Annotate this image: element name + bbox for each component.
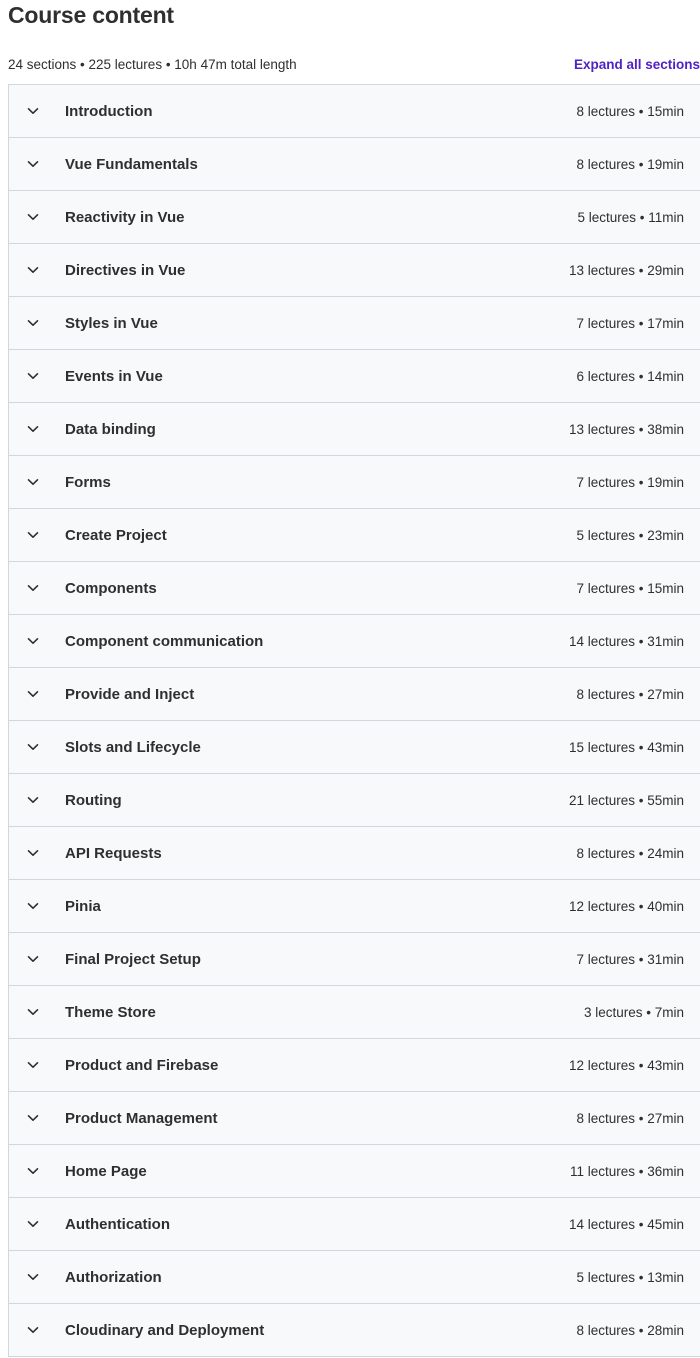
section-row[interactable] <box>9 297 700 350</box>
section-meta: 12 lectures • 43min <box>568 1057 684 1073</box>
section-row[interactable] <box>9 191 700 244</box>
section-title: Create Project <box>65 526 167 544</box>
section-row[interactable] <box>9 1092 700 1145</box>
section-row[interactable] <box>9 1039 700 1092</box>
section-title: Forms <box>65 473 111 491</box>
section-title: Authentication <box>65 1215 170 1233</box>
chevron-down-icon[interactable] <box>9 1304 65 1356</box>
section-title: Introduction <box>65 102 153 120</box>
section-title: API Requests <box>65 844 162 862</box>
chevron-down-icon[interactable] <box>9 1039 65 1091</box>
chevron-down-icon[interactable] <box>9 244 65 296</box>
chevron-down-icon[interactable] <box>9 562 65 614</box>
section-row[interactable] <box>9 403 700 456</box>
section-meta: 5 lectures • 13min <box>576 1269 684 1285</box>
section-title: Routing <box>65 791 122 809</box>
section-meta: 21 lectures • 55min <box>568 792 684 808</box>
section-title: Directives in Vue <box>65 261 186 279</box>
chevron-down-icon[interactable] <box>9 1145 65 1197</box>
chevron-down-icon[interactable] <box>9 933 65 985</box>
section-title: Slots and Lifecycle <box>65 738 201 756</box>
section-meta: 3 lectures • 7min <box>583 1004 684 1020</box>
section-row[interactable] <box>9 1251 700 1304</box>
page-title: Course content <box>8 2 174 28</box>
section-row[interactable] <box>9 85 700 138</box>
section-row[interactable] <box>9 562 700 615</box>
chevron-down-icon[interactable] <box>9 350 65 402</box>
section-meta: 8 lectures • 27min <box>576 686 684 702</box>
section-meta: 14 lectures • 31min <box>568 633 684 649</box>
section-list <box>8 84 700 1357</box>
section-title: Provide and Inject <box>65 685 195 703</box>
course-summary: 24 sections • 225 lectures • 10h 47m total length <box>8 56 297 72</box>
chevron-down-icon[interactable] <box>9 721 65 773</box>
section-meta: 8 lectures • 28min <box>576 1322 684 1338</box>
section-title: Styles in Vue <box>65 314 158 332</box>
section-title: Theme Store <box>65 1003 156 1021</box>
chevron-down-icon[interactable] <box>9 1251 65 1303</box>
section-title: Components <box>65 579 157 597</box>
section-title: Events in Vue <box>65 367 163 385</box>
section-row[interactable] <box>9 456 700 509</box>
chevron-down-icon[interactable] <box>9 191 65 243</box>
section-row[interactable] <box>9 615 700 668</box>
chevron-down-icon[interactable] <box>9 827 65 879</box>
section-row[interactable] <box>9 668 700 721</box>
section-row[interactable] <box>9 350 700 403</box>
section-row[interactable] <box>9 721 700 774</box>
chevron-down-icon[interactable] <box>9 774 65 826</box>
section-meta: 5 lectures • 23min <box>576 527 684 543</box>
section-meta: 7 lectures • 15min <box>576 580 684 596</box>
section-title: Cloudinary and Deployment <box>65 1321 265 1339</box>
chevron-down-icon[interactable] <box>9 85 65 137</box>
section-meta: 8 lectures • 24min <box>576 845 684 861</box>
section-row[interactable] <box>9 1198 700 1251</box>
section-meta: 7 lectures • 31min <box>576 951 684 967</box>
section-row[interactable] <box>9 1145 700 1198</box>
chevron-down-icon[interactable] <box>9 1198 65 1250</box>
chevron-down-icon[interactable] <box>9 1092 65 1144</box>
section-meta: 6 lectures • 14min <box>576 368 684 384</box>
section-row[interactable] <box>9 1304 700 1357</box>
section-meta: 8 lectures • 27min <box>576 1110 684 1126</box>
section-row[interactable] <box>9 933 700 986</box>
section-title: Data binding <box>65 420 156 438</box>
chevron-down-icon[interactable] <box>9 509 65 561</box>
section-row[interactable] <box>9 986 700 1039</box>
section-row[interactable] <box>9 509 700 562</box>
section-title: Reactivity in Vue <box>65 208 185 226</box>
section-title: Vue Fundamentals <box>65 155 198 173</box>
section-title: Authorization <box>65 1268 162 1286</box>
section-title: Product and Firebase <box>65 1056 219 1074</box>
chevron-down-icon[interactable] <box>9 668 65 720</box>
chevron-down-icon[interactable] <box>9 403 65 455</box>
section-meta: 14 lectures • 45min <box>568 1216 684 1232</box>
section-row[interactable] <box>9 880 700 933</box>
section-meta: 7 lectures • 17min <box>576 315 684 331</box>
chevron-down-icon[interactable] <box>9 297 65 349</box>
section-title: Final Project Setup <box>65 950 201 968</box>
section-meta: 5 lectures • 11min <box>577 209 684 225</box>
expand-all-sections-button[interactable]: Expand all sections <box>573 56 700 72</box>
section-meta: 13 lectures • 38min <box>568 421 684 437</box>
chevron-down-icon[interactable] <box>9 986 65 1038</box>
chevron-down-icon[interactable] <box>9 138 65 190</box>
section-meta: 12 lectures • 40min <box>568 898 684 914</box>
section-meta: 11 lectures • 36min <box>569 1163 684 1179</box>
chevron-down-icon[interactable] <box>9 880 65 932</box>
section-title: Component communication <box>65 632 264 650</box>
section-title: Home Page <box>65 1162 147 1180</box>
section-meta: 7 lectures • 19min <box>576 474 684 490</box>
section-row[interactable] <box>9 138 700 191</box>
course-summary-bar <box>8 52 700 76</box>
section-row[interactable] <box>9 774 700 827</box>
section-row[interactable] <box>9 244 700 297</box>
section-meta: 13 lectures • 29min <box>568 262 684 278</box>
section-meta: 8 lectures • 15min <box>576 103 684 119</box>
chevron-down-icon[interactable] <box>9 615 65 667</box>
section-title: Pinia <box>65 897 101 915</box>
section-row[interactable] <box>9 827 700 880</box>
chevron-down-icon[interactable] <box>9 456 65 508</box>
section-meta: 15 lectures • 43min <box>568 739 684 755</box>
section-title: Product Management <box>65 1109 218 1127</box>
section-meta: 8 lectures • 19min <box>576 156 684 172</box>
